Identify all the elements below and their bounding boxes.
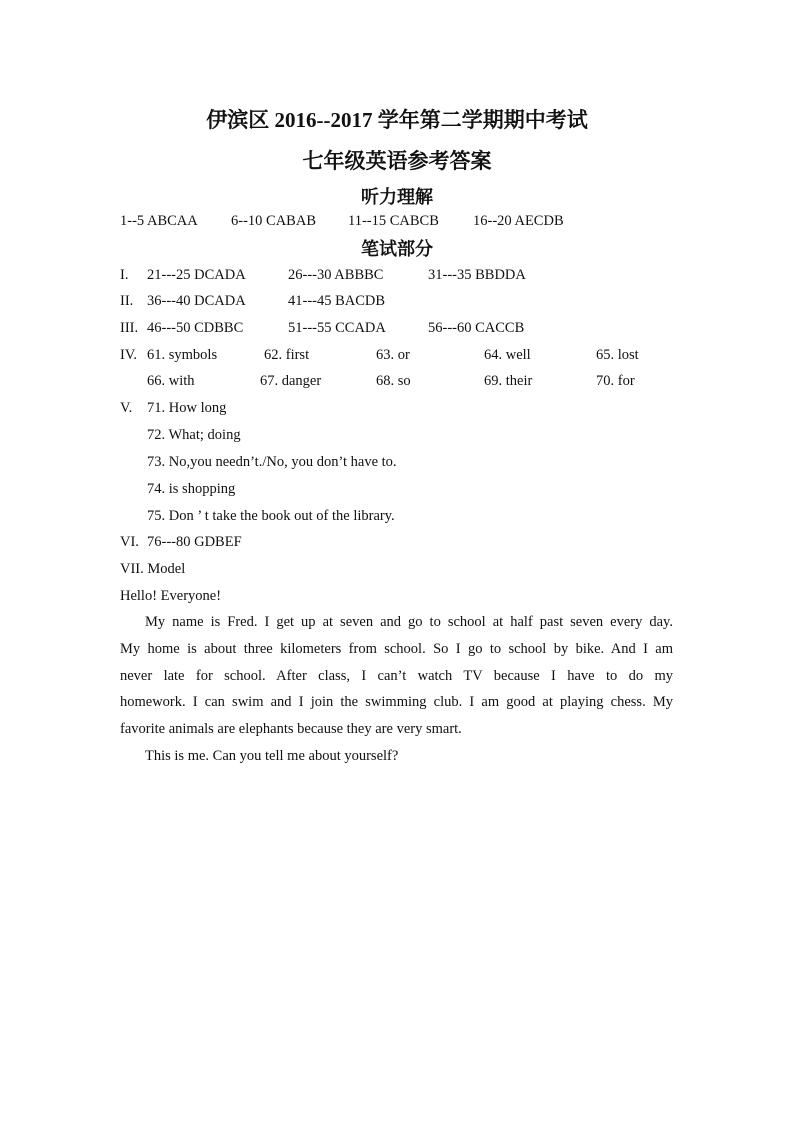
answer-item: 68. so xyxy=(376,373,411,389)
section-heading-listening: 听力理解 xyxy=(361,187,433,207)
part-7-label: VII. Model xyxy=(120,561,186,577)
answer-group: 1--5 ABCAA xyxy=(120,213,198,229)
essay-line: favorite animals are elephants because they are very smart. xyxy=(120,721,462,737)
answer-group: 36---40 DCADA xyxy=(147,293,246,309)
answer-group: 51---55 CCADA xyxy=(288,320,386,336)
answer-item: 65. lost xyxy=(596,347,639,363)
answer-item: 72. What; doing xyxy=(147,427,241,443)
section-heading-written: 笔试部分 xyxy=(361,239,433,259)
answer-item: 70. for xyxy=(596,373,635,389)
answer-group: 41---45 BACDB xyxy=(288,293,386,309)
answer-group: 46---50 CDBBC xyxy=(147,320,244,336)
answer-group: 21---25 DCADA xyxy=(147,267,246,283)
answer-group: 11--15 CABCB xyxy=(348,213,439,229)
part-label: II. xyxy=(120,293,134,309)
answer-group: 26---30 ABBBC xyxy=(288,267,384,283)
answer-item: 71. How long xyxy=(147,400,227,416)
essay-line: My home is about three kilometers from school. So I go to school by bike. And I am xyxy=(120,641,673,657)
answer-group: 16--20 AECDB xyxy=(473,213,564,229)
essay-closing: This is me. Can you tell me about yourself? xyxy=(145,748,399,764)
answer-item: 64. well xyxy=(484,347,531,363)
part-label: I. xyxy=(120,267,129,283)
answer-group: 31---35 BBDDA xyxy=(428,267,526,283)
document-subtitle: 七年级英语参考答案 xyxy=(302,149,492,173)
essay-line: never late for school. After class, I can’t watch TV because I have to do my xyxy=(120,668,673,684)
answer-item: 62. first xyxy=(264,347,310,363)
answer-group: 6--10 CABAB xyxy=(231,213,316,229)
answer-group: 76---80 GDBEF xyxy=(147,534,242,550)
essay-greeting: Hello! Everyone! xyxy=(120,588,222,604)
part-label: V. xyxy=(120,400,133,416)
document-title: 伊滨区 2016--2017 学年第二学期期中考试 xyxy=(206,108,588,132)
answer-group: 56---60 CACCB xyxy=(428,320,525,336)
answer-item: 69. their xyxy=(484,373,533,389)
answer-item: 67. danger xyxy=(260,373,322,389)
essay-line: homework. I can swim and I join the swimming club. I am good at playing chess. My xyxy=(120,694,673,710)
answer-item: 63. or xyxy=(376,347,410,363)
answer-item: 75. Don ’ t take the book out of the library. xyxy=(147,508,395,524)
part-label: III. xyxy=(120,320,139,336)
essay-line: My name is Fred. I get up at seven and go to school at half past seven every day. xyxy=(145,614,673,630)
answer-item: 61. symbols xyxy=(147,347,218,363)
answer-item: 66. with xyxy=(147,373,195,389)
answer-item: 73. No,you needn’t./No, you don’t have to. xyxy=(147,454,397,470)
part-label: VI. xyxy=(120,534,139,550)
answer-item: 74. is shopping xyxy=(147,481,236,497)
part-label: IV. xyxy=(120,347,138,363)
